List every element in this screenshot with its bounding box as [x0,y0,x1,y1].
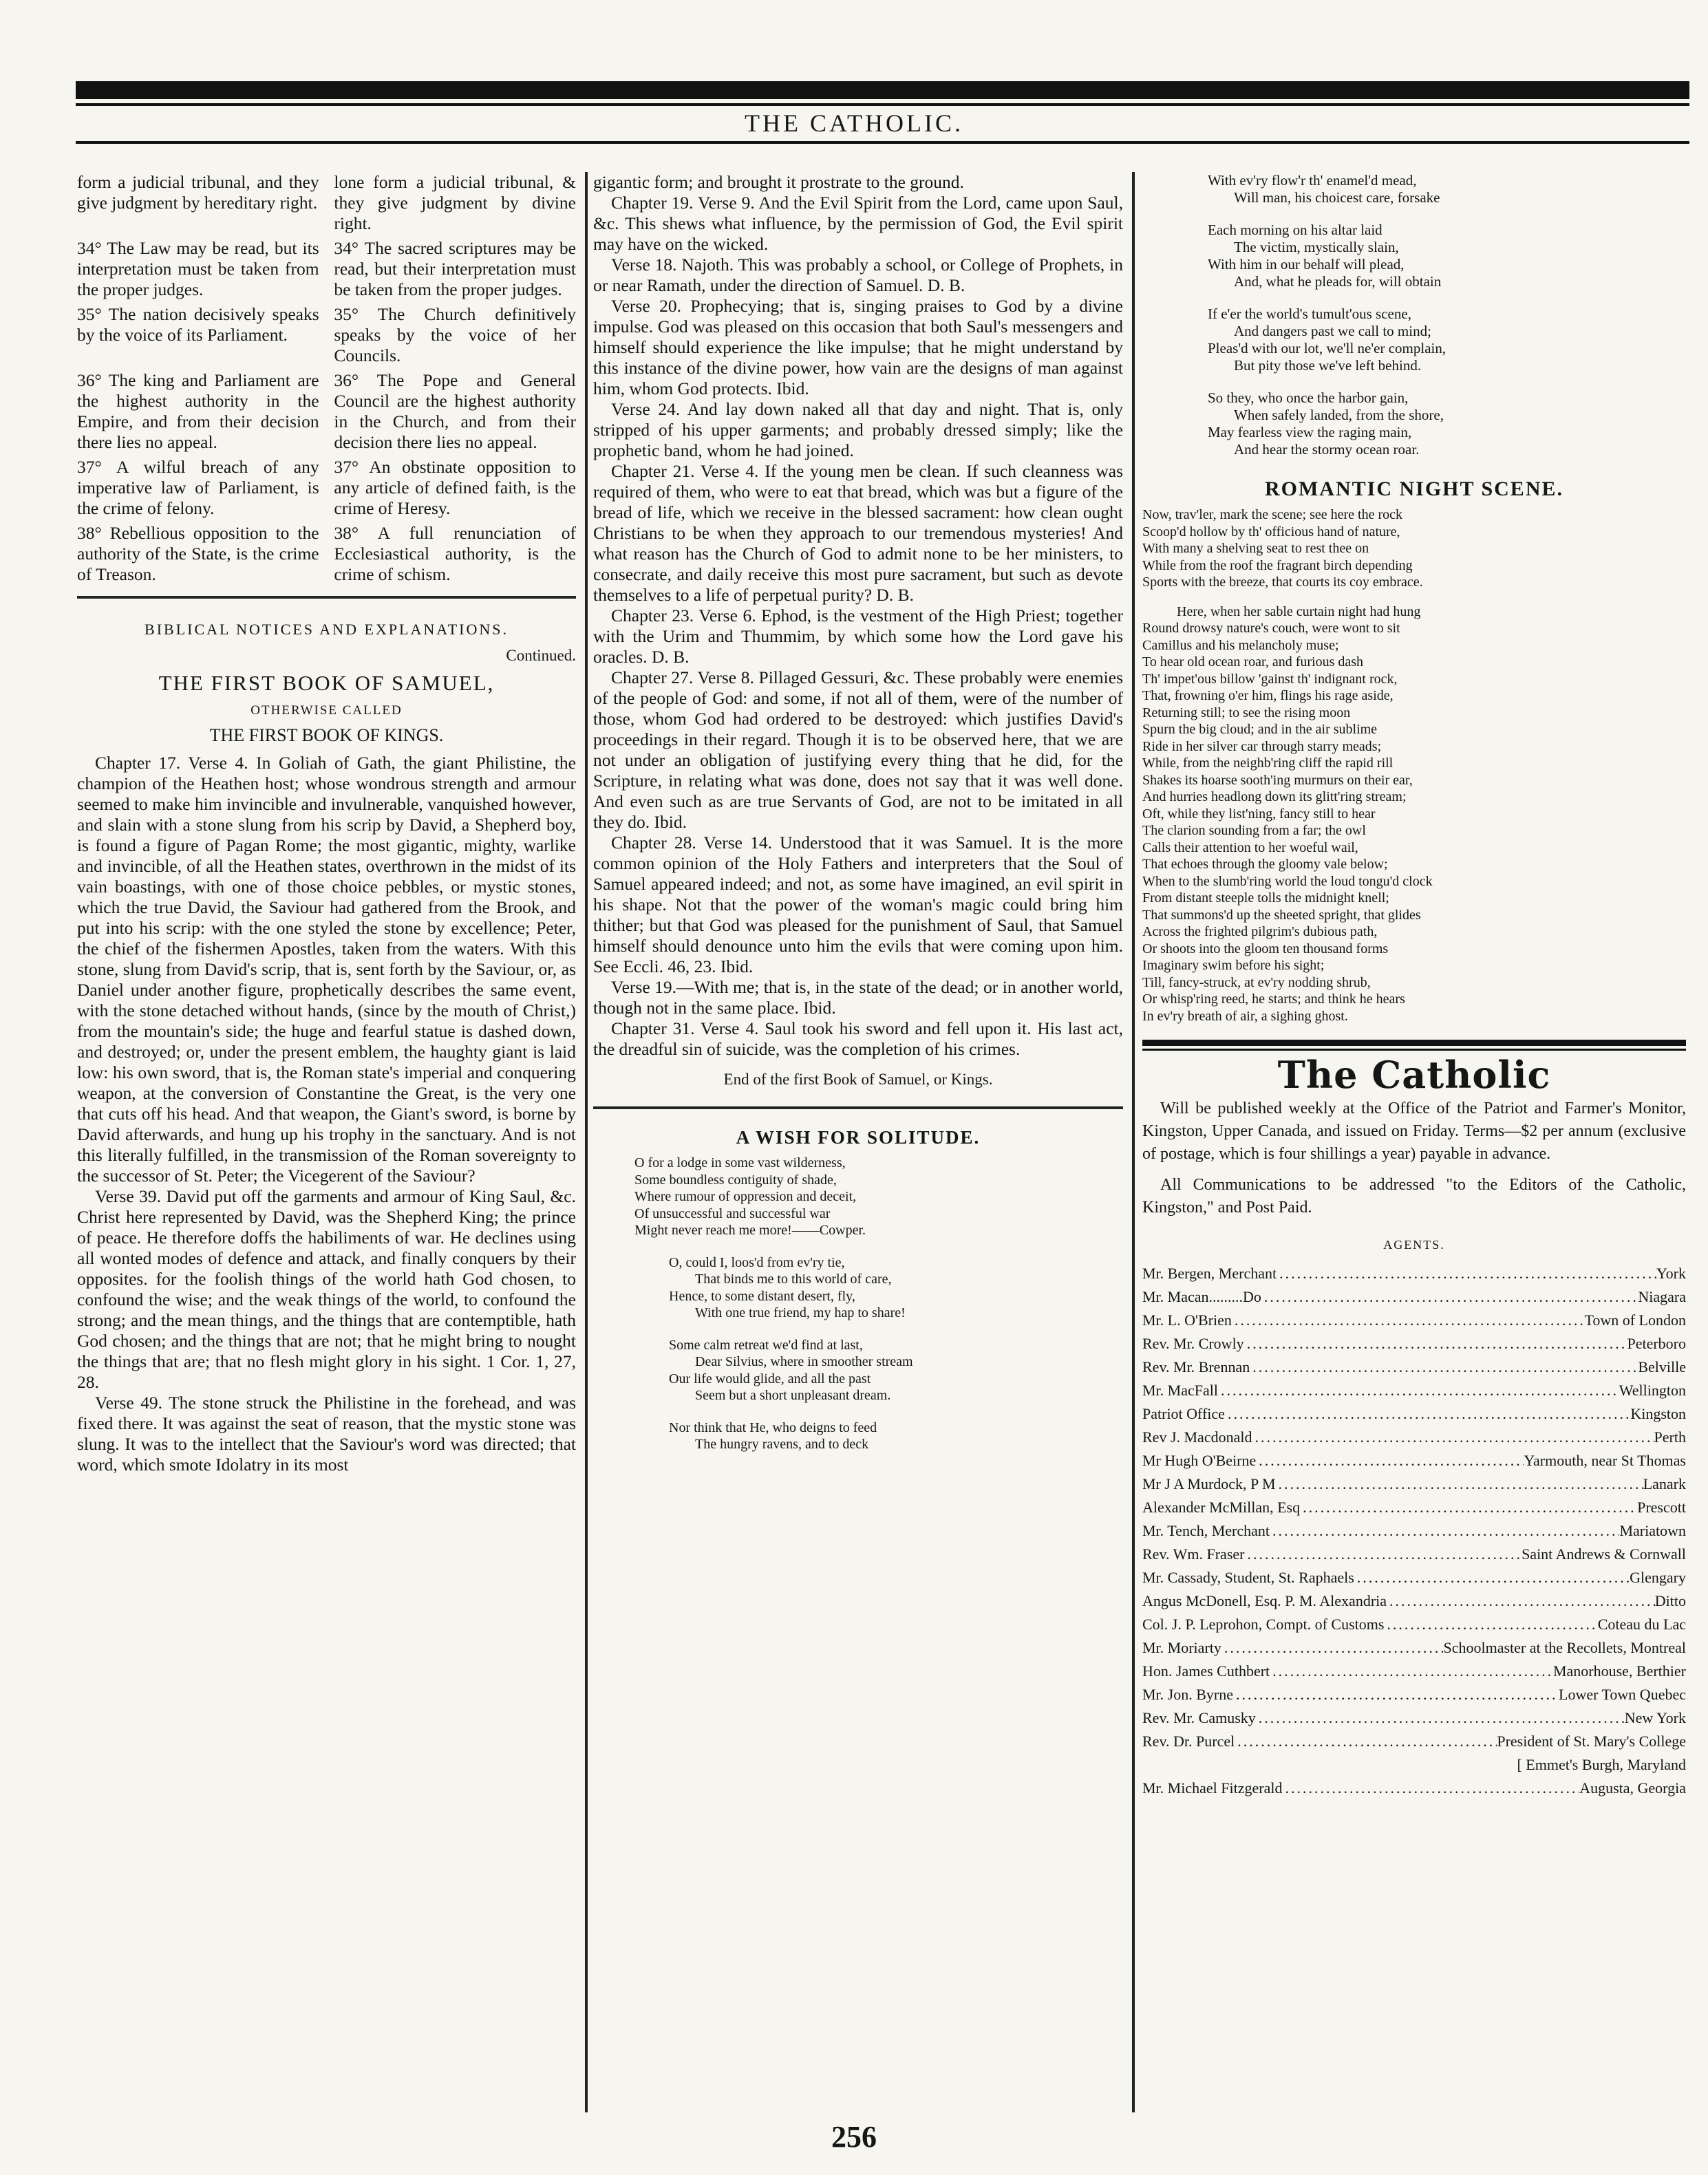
poem-line: Across the frighted pilgrim's dubious path, [1142,924,1378,939]
poem-line: That binds me to this world of care, [695,1272,892,1287]
agent-entry: Alexander McMillan, Esq ..... Prescott [1142,1496,1686,1519]
poem-line: Or whisp'ring reed, he starts; and think he hears [1142,992,1405,1007]
poem-continued [1142,172,1686,458]
notice-thick-rule [1142,1040,1686,1046]
commentary-paragraph: Chapter 17. Verse 4. In Goliah of Gath, the giant Philistine, the champion of the Heathen host; whose wondrous strength and armour seemed to make him invincible and invulnerable, vanquished however, and slain with a stone slung from his scrip by David, a Shepherd boy, is found a figure of Pagan Rome; the most gigantic, mighty, warlike and invincible, of all the Heathen states, overthrown in the midst of its vain boastings, with one of those choice pebbles, or mystic stones, which the true David, the Saviour had gathered from the Brook, and put into his scrip: with the one styled the stone by excellence; Peter, the chief of the fishermen Apostles, taken from the waters. With this stone, slung from David's scrip, that is, sent forth by the Saviour, or, as Daniel under another figure, prophetically describes the same event, with the stone detached without hands, (since by the mouth of Christ,) from the mountain's side; the huge and fearful statue is dashed down, and destroyed; or, under the present emblem, the haughty giant is laid low: his own sword, that is, the Roman state's imperial and conquering weapon, at the conversion of Constantine the Great, is the very one that cuts off his head. And that weapon, the Giant's sword, is borne by David afterwards, and hung up his trophy in the sanctuary. And is not this literally fulfilled, in the transmission of the Roman sovereignty to the successor of St. Peter; the Vicegerent of the Saviour? [77,753,576,1186]
poem-line: Seem but a short unpleasant dream. [695,1388,891,1403]
poem-title: ROMANTIC NIGHT SCENE. [1264,478,1563,500]
agents-label: AGENTS. [1383,1238,1445,1252]
poem-line: Round drowsy nature's couch, were wont to sit [1142,621,1400,636]
poem-line: Nor think that He, who deigns to feed [669,1419,877,1435]
poem-line: That echoes through the gloomy vale below; [1142,857,1388,872]
poem-line: Of unsuccessful and successful war [634,1206,831,1221]
commentary-paragraph: Chapter 23. Verse 6. Ephod, is the vestment of the High Priest; together with the Urim and Thummim, by which some how the Lord gave his oracles. D. B. [593,606,1123,667]
poem-line: Calls their attention to her woeful wail, [1142,839,1358,855]
commentary-paragraph: Chapter 28. Verse 14. Understood that it was Samuel. It is the more common opinion of the Holy Fathers and interpreters that the Soul of Samuel appeared indeed; and not, as some have imagined, an evil spirit in his shape. Not that the power of the woman's magic could bring him thither; but that God was pleased for the punishment of Saul, that Samuel himself should denounce unto him the evils that were coming upon him. See Eccli. 46, 23. Ibid. [593,833,1123,976]
poem-romantic-night-scene [1142,506,1686,1025]
poem-line: Scoop'd hollow by th' officious hand of nature, [1142,524,1400,539]
church-clause: 38° A full renunciation of Ecclesiastical authority, is the crime of schism. [334,523,576,584]
poem-line: Till, fancy-struck, at ev'ry nodding shrub, [1142,974,1371,990]
book-title: THE FIRST BOOK OF SAMUEL, [158,671,495,695]
poem-line: Sports with the breeze, that courts its coy embrace. [1142,575,1423,590]
comparison-row [77,304,576,366]
poem-line: Here, when her sable curtain night had hung [1177,603,1421,619]
commentary-paragraph: Verse 19.—With me; that is, in the state of the dead; or in another world, though not in the same place. Ibid. [593,977,1123,1018]
communications-notice: All Communications to be addressed "to the Editors of the Catholic, Kingston," and Post Paid. [1142,1176,1686,1217]
state-clause: form a judicial tribunal, and they give judgment by hereditary right. [77,172,319,213]
agent-entry: [ Emmet's Burgh, Maryland [1517,1756,1686,1773]
poem-line: And hurries headlong down its glitt'ring stream; [1142,789,1407,804]
section-title: BIBLICAL NOTICES AND EXPLANATIONS. [145,621,509,638]
commentary-paragraph: Verse 49. The stone struck the Philistine in the forehead, and was fixed there. It was against the seat of reason, that the mystic stone was slung. It was to the intellect that the Saviour's word was directed; that word, which smote Idolatry in its most [77,1393,576,1475]
comparison-table [77,172,576,585]
commentary-paragraph: Verse 18. Najoth. This was probably a school, or College of Prophets, in or near Ramath, under the direction of Samuel. D. B. [593,255,1123,295]
agent-entry: Mr. Bergen, Merchant ..... York [1142,1262,1686,1285]
commentary-paragraph: Chapter 21. Verse 4. If the young men be clean. If such cleanness was required of them, who were to eat that bread, which was but a figure of the bread of life, which we receive in the blessed sacrament: how clean ought Christians to be when they approach to our tremendous mysteries! And what reason has the Church of God to admit none to be her ministers, to consecrate, and daily receive this most pure sacrament, but such as devote themselves to a life of perpetual purity? D. B. [593,461,1123,605]
agent-entry: Patriot Office ..... Kingston [1142,1402,1686,1426]
poem-line: Or shoots into the gloom ten thousand forms [1142,941,1389,956]
agent-entry: Mr. MacFall ..... Wellington [1142,1379,1686,1402]
poem-line: So they, who once the harbor gain, [1208,389,1409,406]
commentary-paragraph: Chapter 27. Verse 8. Pillaged Gessuri, &c. These probably were enemies of the people of God: and some, if not all of them, were of the number of those, whom God had ordered to be destroyed: which justifies David's proceedings in their regard. Though it is to be observed here, that we are not under an obligation of justifying every thing that he did, for the Scripture, in relating what was done, does not say that it was well done. And even such as are true Servants of God, are not to be imitated in all they do. Ibid. [593,667,1123,832]
state-clause: 38° Rebellious opposition to the authority of the State, is the crime of Treason. [77,523,319,584]
poem-line: From distant steeple tolls the midnight knell; [1142,890,1389,906]
continued-label: Continued. [506,647,576,664]
poem-wish-for-solitude [593,1155,1123,1453]
church-clause: 34° The sacred scriptures may be read, but their interpretation must be taken from the proper judges. [334,238,576,299]
agent-entry: Col. J. P. Leprohon, Compt. of Customs ..... Coteau du Lac [1142,1613,1686,1636]
section-divider [77,596,576,599]
poem-line: O for a lodge in some vast wilderness, [634,1155,846,1170]
state-clause: 37° A wilful breach of any imperative law of Parliament, is the crime of felony. [77,457,319,518]
poem-line: When to the slumb'ring world the loud tongu'd clock [1142,873,1433,889]
commentary-paragraph: Verse 20. Prophecying; that is, singing praises to God by a divine impulse. God was pleased on this occasion that both Saul's messengers and himself should experience the like impulse; that he might understand by this instance of the divine power, how vain are the designs of man against him, whom God protects. Ibid. [593,296,1123,398]
poem-line: If e'er the world's tumult'ous scene, [1208,306,1411,322]
poem-line: With ev'ry flow'r th' enamel'd mead, [1208,172,1417,189]
agent-entry: Rev. Mr. Camusky ..... New York [1142,1706,1686,1730]
commentary-paragraph: Verse 24. And lay down naked all that day and night. That is, only stripped of his upper garments; and probably dressed simply; like the prophetic band, whom he had joined. [593,399,1123,460]
agent-entry: Mr. Macan.........Do ..... Niagara [1142,1285,1686,1309]
poem-line: Our life would glide, and all the past [669,1371,871,1386]
church-clause: 36° The Pope and General Council are the highest authority in the Church, and from their decision there lies no appeal. [334,370,576,452]
agent-entry: Rev. Dr. Purcel ..... President of St. Mary's College [1142,1730,1686,1753]
poem-line: Some calm retreat we'd find at last, [669,1337,863,1353]
agent-entry: Mr. Jon. Byrne ..... Lower Town Quebec [1142,1683,1686,1706]
church-clause: lone form a judicial tribunal, & they give judgment by divine right. [334,172,576,233]
title-underline-rule [76,141,1689,144]
state-clause: 35° The nation decisively speaks by the voice of its Parliament. [77,304,319,345]
comparison-row [77,523,576,585]
agent-entry: Mr. Moriarty ..... Schoolmaster at the Recollets, Montreal [1142,1636,1686,1660]
agent-entry: Mr. L. O'Brien ..... Town of London [1142,1309,1686,1332]
commentary-paragraph: Chapter 19. Verse 9. And the Evil Spirit from the Lord, came upon Saul, &c. This shews what influence, by the permission of God, the Evil spirit may have on the wicked. [593,193,1123,254]
poem-line: That, frowning o'er him, flings his rage aside, [1142,688,1394,703]
poem-line: Ride in her silver car through starry meads; [1142,738,1382,754]
poem-line: To hear old ocean roar, and furious dash [1142,654,1364,669]
poem-line: When safely landed, from the shore, [1234,407,1444,423]
poem-line: Might never reach me more!——Cowper. [634,1223,866,1238]
otherwise-called: OTHERWISE CALLED [250,703,403,718]
poem-line: With him in our behalf will plead, [1208,256,1405,272]
poem-line: Now, trav'ler, mark the scene; see here the rock [1142,507,1402,522]
comparison-row [77,172,576,234]
church-clause: 35° The Church definitively speaks by the voice of her Councils. [334,304,576,365]
comparison-row [77,238,576,300]
poem-line: With many a shelving seat to rest thee on [1142,541,1369,556]
poem-line: That summons'd up the sheeted spright, that glides [1142,907,1421,923]
agent-entry: Hon. James Cuthbert ..... Manorhouse, Berthier [1142,1660,1686,1683]
agent-entry: Rev. Mr. Crowly ..... Peterboro [1142,1332,1686,1356]
poem-line: O, could I, loos'd from ev'ry tie, [669,1254,845,1270]
poem-line: Shakes its hoarse sooth'ing murmurs on their ear, [1142,772,1413,788]
column-3 [1142,172,1686,1800]
commentary-paragraph: Chapter 31. Verse 4. Saul took his sword and fell upon it. His last act, the dreadful sin of suicide, was the completion of his crimes. [593,1018,1123,1059]
column-1 [77,172,576,1475]
poem-line: Th' impet'ous billow 'gainst th' indignant rock, [1142,671,1398,687]
poem-line: And hear the stormy ocean roar. [1234,441,1420,458]
poem-line: Each morning on his altar laid [1208,222,1383,238]
agent-entry: Rev J. Macdonald ..... Perth [1142,1426,1686,1449]
section-divider [593,1106,1123,1109]
column-divider-1 [585,172,588,2112]
notice-thin-rule [1142,1049,1686,1051]
poem-line: Pleas'd with our lot, we'll ne'er complain, [1208,340,1447,356]
page-number: 256 [831,2120,877,2154]
agents-list [1142,1262,1686,1800]
poem-line: Will man, his choicest care, forsake [1234,189,1440,206]
poem-line: With one true friend, my hap to share! [695,1305,906,1320]
poem-line: Returning still; to see the rising moon [1142,705,1351,720]
poem-line: Dear Silvius, where in smoother stream [695,1354,913,1369]
poem-line: But pity those we've left behind. [1234,357,1422,374]
commentary-paragraph: gigantic form; and brought it prostrate to the ground. [593,172,964,192]
agent-entry: Angus McDonell, Esq. P. M. Alexandria ..... Ditto [1142,1589,1686,1613]
poem-line: May fearless view the raging main, [1208,424,1412,440]
end-note: End of the first Book of Samuel, or Kings. [723,1071,993,1088]
agent-entry: Mr J A Murdock, P M ..... Lanark [1142,1472,1686,1496]
poem-line: Camillus and his melancholy muse; [1142,637,1339,653]
agent-entry: Rev. Wm. Fraser ..... Saint Andrews & Cornwall [1142,1543,1686,1566]
book-subtitle: THE FIRST BOOK OF KINGS. [209,725,444,745]
poem-line: And dangers past we call to mind; [1234,323,1431,339]
poem-line: In ev'ry breath of air, a sighing ghost. [1142,1008,1348,1024]
commentary-paragraph: Verse 39. David put off the garments and armour of King Saul, &c. Christ here represented by David, was the Shepherd King; the prince of peace. He therefore doffs the habiliments of war. He declines using all wonted modes of defence and attack, and finally conquers by their opposites. for the foolish things of the world hath God chosen, to confound the wise; and the weak things of the world, to confound the strong; and the mean things, and the things that are contemptible, hath God chosen; and the things that are not; that he might bring to nought the things that are; that no flesh might glory in his sight. 1 Cor. 1, 27, 28. [77,1186,576,1392]
poem-line: While, from the neighb'ring cliff the rapid rill [1142,756,1394,771]
poem-line: The victim, mystically slain, [1234,239,1399,255]
running-title: THE CATHOLIC. [745,109,963,137]
column-2 [593,172,1123,1468]
poem-line: The hungry ravens, and to deck [695,1437,869,1452]
publication-notice: Will be published weekly at the Office of the Patriot and Farmer's Monitor, Kingston, Upper Canada, and issued on Friday. Terms—$2 per annum (exclusive of postage, which is four shillings a year) payable in advance. [1142,1100,1686,1163]
agent-entry: Mr Hugh O'Beirne ..... Yarmouth, near St Thomas [1142,1449,1686,1472]
column-divider-2 [1132,172,1135,2112]
poem-line: Hence, to some distant desert, fly, [669,1288,855,1304]
agent-entry: Mr. Cassady, Student, St. Raphaels ..... Glengary [1142,1566,1686,1589]
poem-line: Spurn the big cloud; and in the air sublime [1142,722,1378,737]
church-clause: 37° An obstinate opposition to any article of defined faith, is the crime of Heresy. [334,457,576,518]
poem-line: While from the roof the fragrant birch depending [1142,557,1413,573]
state-clause: 34° The Law may be read, but its interpretation must be taken from the proper judges. [77,238,319,299]
poem-line: Imaginary swim before his sight; [1142,958,1325,973]
masthead-title: The Catholic [1277,1053,1551,1097]
comparison-row [77,457,576,519]
poem-line: And, what he pleads for, will obtain [1234,273,1442,290]
agent-entry: Mr. Michael Fitzgerald ..... Augusta, Georgia [1142,1777,1686,1800]
top-thin-rule [76,103,1689,106]
agent-entry: Mr. Tench, Merchant ..... Mariatown [1142,1519,1686,1543]
top-thick-rule [76,81,1689,99]
poem-line: Some boundless contiguity of shade, [634,1172,837,1188]
comparison-row [77,370,576,453]
agent-entry: Rev. Mr. Brennan ..... Belville [1142,1356,1686,1379]
poem-line: Oft, while they list'ning, fancy still to hear [1142,806,1376,822]
poem-title: A WISH FOR SOLITUDE. [736,1127,981,1148]
state-clause: 36° The king and Parliament are the highest authority in the Empire, and from their decision there lies no appeal. [77,370,319,452]
poem-line: The clarion sounding from a far; the owl [1142,823,1366,838]
poem-line: Where rumour of oppression and deceit, [634,1189,857,1204]
